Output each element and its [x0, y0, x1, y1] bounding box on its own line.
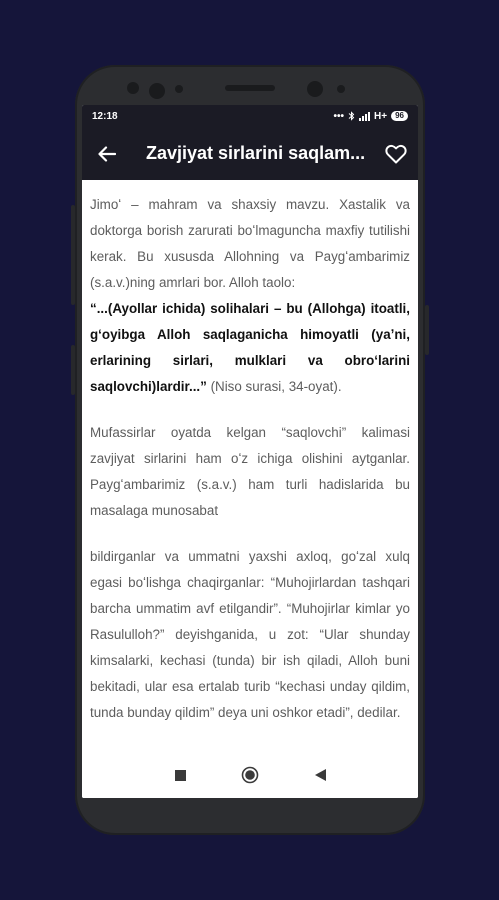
- volume-button: [71, 205, 75, 305]
- arrow-back-icon: [98, 146, 116, 162]
- status-bar: [82, 105, 418, 127]
- battery-icon: [391, 111, 408, 121]
- triangle-back-icon: [315, 769, 326, 781]
- phone-sensor: [175, 85, 183, 93]
- article-paragraph: Mufassirlar oyatda kelgan “saqlovchi” kalimasi zavjiyat sirlarini ham oʻz ichiga olishini aytganlar. Paygʻambarimiz (s.a.v.) ham turli hadislarida bu masalaga munosabat: [90, 425, 410, 518]
- battery-level: 96: [395, 111, 404, 120]
- quote-source: (Niso surasi, 34-oyat).: [206, 379, 342, 394]
- back-button[interactable]: [96, 143, 118, 165]
- article-content[interactable]: [82, 180, 418, 752]
- phone-front-camera: [307, 81, 323, 97]
- status-icons: [334, 111, 408, 122]
- status-time: 12:18: [92, 110, 118, 122]
- quote-open: “...: [90, 301, 108, 316]
- quran-quote: (Ayollar ichida) solihalari – bu (Allohga) itoatli, gʻoyibga Alloh saqlaganicha himoyatli (yaʼni, erlarining sirlari, mulklari va obroʻlarini saqlovchi)lardir...: [90, 301, 410, 394]
- app-bar: [82, 127, 418, 180]
- square-stop-icon: [175, 770, 186, 781]
- network-type: H+: [374, 110, 388, 122]
- article-paragraph: Jimoʻ – mahram va shaxsiy mavzu. Xastalik va doktorga borish zarurati boʻlmaguncha maxfiy tutilishi kerak. Bu xususda Allohning va Paygʻambarimiz (s.a.v.)ning amrlari bor. Alloh taolo:: [90, 197, 410, 290]
- article-paragraph: bildirganlar va ummatni yaxshi axloq, goʻzal xulq egasi boʻlishga chaqirganlar: “Muhojirlardan tashqari barcha ummatim avf etilgandir”. “Muhojirlar kimlar yo Rasululloh?” deyishganida, u zot: “Ular shunday kimsalarki, kechasi (tunda) bir ish qiladi, Alloh buni bekitadi, ular esa ertalab turib “kechasi unday qildim, tunda bunday qildim” deya uni oshkor etadi”, dedilar.: [90, 549, 410, 720]
- article-quote-paragraph: [90, 296, 410, 400]
- phone-sensor: [337, 85, 345, 93]
- side-button: [71, 345, 75, 395]
- phone-speaker: [225, 85, 275, 91]
- power-button: [425, 305, 429, 355]
- system-back-button[interactable]: [310, 765, 330, 785]
- bluetooth-icon: [348, 111, 355, 121]
- page-title: Zavjiyat sirlarini saqlam...: [146, 143, 366, 163]
- quote-close: ”: [200, 379, 207, 394]
- circle-home-icon: [241, 766, 259, 784]
- favorite-button[interactable]: [384, 142, 408, 166]
- phone-sensor: [149, 83, 165, 99]
- home-button[interactable]: [240, 765, 260, 785]
- system-nav-bar: [82, 752, 418, 798]
- more-notifications-icon: •••: [333, 110, 345, 122]
- heart-outline-icon: [385, 144, 407, 164]
- signal-icon: [359, 112, 370, 121]
- phone-screen: [82, 105, 418, 798]
- recent-apps-button[interactable]: [170, 765, 190, 785]
- phone-sensor: [127, 82, 139, 94]
